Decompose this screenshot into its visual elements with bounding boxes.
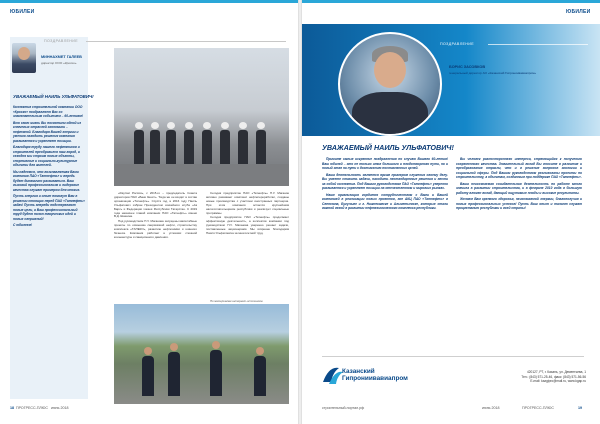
article-paragraph: Сегодня предприятие ПАО «Татнефть» Н.У. Маганов активно развивает комплекс нефтепереработки, созданы новые производства с участием иностранных партнеров. При этом компания остается крупнейшим налогоплательщиком республики и реализует социальные программы. <box>206 191 289 215</box>
greeting-paragraph: Мы надеемся, что возглавляемая Вами компания ПАО «Татнефть» и впредь будет динамично развиваться. Ваш высокий профессионализм и лидерские качества служат примером для многих. <box>13 169 81 192</box>
company-name-line2: Гипрониивавиапром <box>342 375 408 382</box>
right-page <box>302 0 600 424</box>
author-role: директор ООО «Кроско» <box>41 61 77 65</box>
author-name: МИННАХМЕТ ГАЛЕЕВ <box>41 55 82 59</box>
greeting-paragraph: Примите самые искренние поздравления по случаю Вашего 60-летия! Ваш юбилей – это не только итог большого и плодотворного пути, но и новый этап на пути к достижению поставленных целей. <box>322 157 448 170</box>
rubric-divider <box>86 41 286 42</box>
article-paragraph: «Daymat Россия», с 2015-го – председатель Совета директоров ПАО «Банк Зенит». Тогда же он входит в состав организации «Татнефть». Спустя год, в 2016 году Наиль Ульфатович избран Президентом хоккейного клуба «Ак Барс» и Федерации хоккея Республики Татарстан. С 2019 года назначен главой компании ПАО «Татнефть» имени В.Д. Шашина. <box>114 191 197 219</box>
contact-email: E-mail: kazgipro@mail.ru, www.kgap.ru <box>530 379 586 384</box>
greeting-column-2 <box>456 157 582 213</box>
section-label: ЮБИЛЕИ <box>566 9 591 15</box>
workers-photo <box>114 48 289 186</box>
greeting-paragraph: Всю свою жизнь Вы посвятили одной из ключевых отраслей экономики – нефтяной. Благодаря Вашей энергии и умению находить решения компания развивается и укрепляет позиции. <box>13 120 81 143</box>
page-number: 19 <box>578 406 582 410</box>
author-role: генеральный директор АО «Казанский Гипрониивавиапром» <box>449 71 537 75</box>
company-name-line1: Казанский <box>342 368 375 375</box>
article-paragraph: Под руководством Н.У. Маганова запущены масштабные проекты по освоению сверхвязкой нефти, строительству комплекса «ТАНЕКО», развитию нефтехимии и шинного бизнеса. Компания работает в условиях сложной конъюнктуры и санкционного давления. <box>114 219 197 239</box>
greeting-paragraph: Желаем Вам крепкого здоровья, неиссякаемой энергии, благополучия и новых профессиональных успехов! Пусть Ваш опыт и талант служат процветанию республики и всей страны! <box>456 197 582 210</box>
section-label: ЮБИЛЕИ <box>10 9 35 15</box>
greeting-paragraph: Ваша неиссякаемая созидательная деятельность по работе много значила в развитии строительства, и в феврале 2010 года в большую работу вложен вклад, дающий ощутимые плоды и высокие результаты. <box>456 181 582 195</box>
article-column-2 <box>206 192 289 237</box>
greeting-paragraph: Ваша деятельность является ярким примером служения своему делу. Вы умеете ставить задачи, находить нестандартные решения и вести за собой коллектив. Под Вашим руководством ПАО «Татнефть» уверенно развивается и укрепляет позиции на отечественном и мировых рынках. <box>322 172 448 190</box>
rubric-divider <box>488 44 588 45</box>
divider <box>322 356 584 357</box>
rubric-label: ПОЗДРАВЛЕНИЕ <box>440 42 475 46</box>
author-portrait <box>338 32 442 136</box>
magazine-name: ПРОГРЕСС-ПЛЮС <box>16 406 48 410</box>
article-column-1 <box>114 192 197 241</box>
page-footer-right <box>322 406 584 410</box>
greeting-text <box>13 105 85 230</box>
greeting-column-1 <box>322 157 448 213</box>
greeting-title: УВАЖАЕМЫЙ НАИЛЬ УЛЬФАТОВИЧ! <box>13 94 94 99</box>
company-name <box>342 368 408 382</box>
greeting-paragraph: Коллектив строительной компании ООО «Кроско» поздравляет Вас со знаменательным событием – 60-летием! <box>13 105 84 118</box>
issue-date: июнь 2018 <box>50 406 69 410</box>
top-accent-bar <box>302 0 600 3</box>
greeting-paragraph: Пусть энергия и опыт помогут Вам в решении стоящих перед ПАО «Татнефть» задач! Пусть впереди подстерегают новые цели, а Ваш профессиональный труд будет полон творческих идей и новых свершений! <box>13 194 85 221</box>
greeting-title: УВАЖАЕМЫЙ НАИЛЬ УЛЬФАТОВИЧ! <box>322 143 454 152</box>
page-footer-left <box>10 406 69 410</box>
magazine-name: ПРОГРЕСС-ПЛЮС <box>522 406 554 410</box>
rubric-label: ПОЗДРАВЛЕНИЕ <box>44 39 79 43</box>
page-number: 18 <box>10 406 14 410</box>
article-paragraph: Сегодня предприятие ПАО «Татнефть» продолжает эффективную деятельность, а коллектив компании под руководством Н.У. Маганова уверенно решает задачи, поставленные акционерами. Мы искренне благодарим Наиля Ульфатовича за многолетний труд. <box>206 215 289 236</box>
contact-phone: Тел.: (843) 571-25-46, факс: (843) 571-56-56 <box>521 374 586 379</box>
officials-photo <box>114 304 289 404</box>
photo-caption: По материалам интернет-источников <box>210 299 263 303</box>
site-url: строительный-портал.рф <box>322 406 365 410</box>
company-contacts <box>476 370 586 384</box>
contact-address: 420127, РТ, г. Казань, ул. Дементьева, 1 <box>527 370 586 374</box>
greeting-paragraph: С юбилеем! <box>13 223 33 227</box>
author-portrait <box>12 43 36 73</box>
top-accent-bar <box>0 0 298 3</box>
left-page <box>0 0 298 424</box>
author-name: БОРИС ЗАСОВКОВ <box>449 65 486 69</box>
greeting-paragraph: Наше организация гордится сотрудничеством с Вами и Вашей компанией в реализации новых проектов, все АКЦ ПАО «Татнефть» в Светлана, Бугульме и г. Нижнекамске и Альметьевске, которые стали важной вехой в развитии нефтехимического комплекса республики. <box>322 192 448 210</box>
greeting-paragraph: Благодаря труду нашего нефтяников и строителей преобразился наш город, и сегодня мы строим новые объекты, спортивные и социально-культурные объекты для жителей. <box>13 145 80 167</box>
greeting-paragraph: Вы человек разностороннего интереса, стремящийся к получению современного качества. Значительный вклад Вы вносите в развитие и преобразование отрасли, что и в решение вопросов экологии и социальной сферы. Под Вашим руководством реализованы проекты по строительству, а объектам, созданным при поддержке ПАО «Татнефть». <box>456 157 582 179</box>
issue-date: июнь 2018 <box>482 406 500 410</box>
